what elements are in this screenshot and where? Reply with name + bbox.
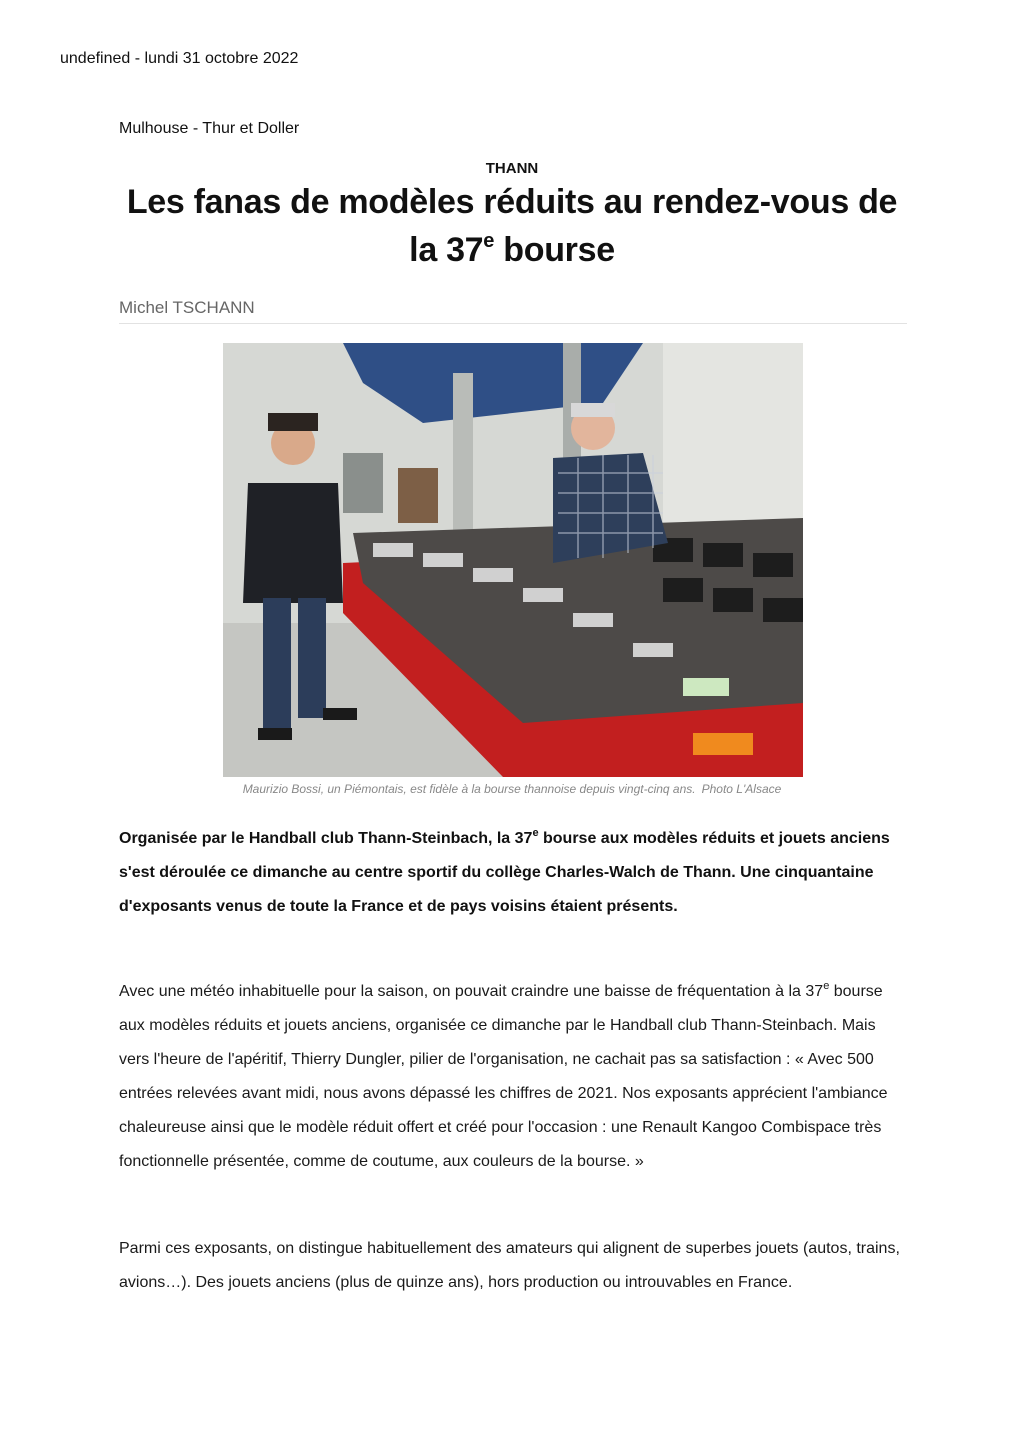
article-kicker: THANN — [485, 160, 539, 177]
paragraph-1-text-end: bourse aux modèles réduits et jouets anciens, organisée ce dimanche par le Handball club Thann-Steinbach. Mais vers l'heure de l'apéritif, Thierry Dungler, pilier de l'organisation, ne cachait pas sa satisfaction : « Avec 500 entrées relevées avant midi, nous avons dépassé les chiffres de 2021. Nos exposants apprécient l'ambiance chaleureuse ainsi que le modèle réduit offert et créé pour l'occasion : une Renault Kangoo Combispace très fonctionnelle présentée, comme de coutume, aux couleurs de la bourse. » — [119, 983, 888, 1170]
divider — [119, 323, 907, 324]
photo-illustration — [223, 343, 803, 777]
headline-text-end: bourse — [494, 231, 615, 269]
lead-text-end: bourse aux modèles réduits et jouets anciens s'est déroulée ce dimanche au centre sportif du collège Charles-Walch de Thann. Une cinquantaine d'exposants venus de toute la France et de pays voisins étaient présents. — [119, 830, 890, 915]
lead-superscript: e — [532, 827, 539, 839]
photo-caption — [0, 782, 1024, 796]
article-lead — [119, 822, 909, 924]
paragraph-1-text: Avec une météo inhabituelle pour la saison, on pouvait craindre une baisse de fréquentation à la 37 — [119, 983, 824, 1000]
article-author: Michel TSCHANN — [119, 298, 255, 317]
section-label: Mulhouse - Thur et Doller — [119, 120, 300, 137]
headline-text: Les fanas de modèles réduits au rendez-vous de la 37 — [126, 183, 898, 269]
article-headline — [119, 178, 905, 274]
article-paragraph-2: Parmi ces exposants, on distingue habituellement des amateurs qui alignent de superbes jouets (autos, trains, avions…). Des jouets anciens (plus de quinze ans), hors production ou introuvables en France. — [119, 1240, 900, 1291]
lead-text: Organisée par le Handball club Thann-Steinbach, la 37 — [119, 830, 533, 847]
paragraph-1-superscript: e — [823, 980, 830, 992]
photo-credit: Photo L'Alsace — [701, 782, 782, 796]
dateline: undefined - lundi 31 octobre 2022 — [60, 50, 299, 67]
article-paragraph-1 — [119, 975, 909, 1179]
article-photo — [223, 343, 803, 777]
headline-superscript: e — [483, 230, 495, 252]
caption-text: Maurizio Bossi, un Piémontais, est fidèle à la bourse thannoise depuis vingt-cinq ans. — [242, 782, 696, 796]
